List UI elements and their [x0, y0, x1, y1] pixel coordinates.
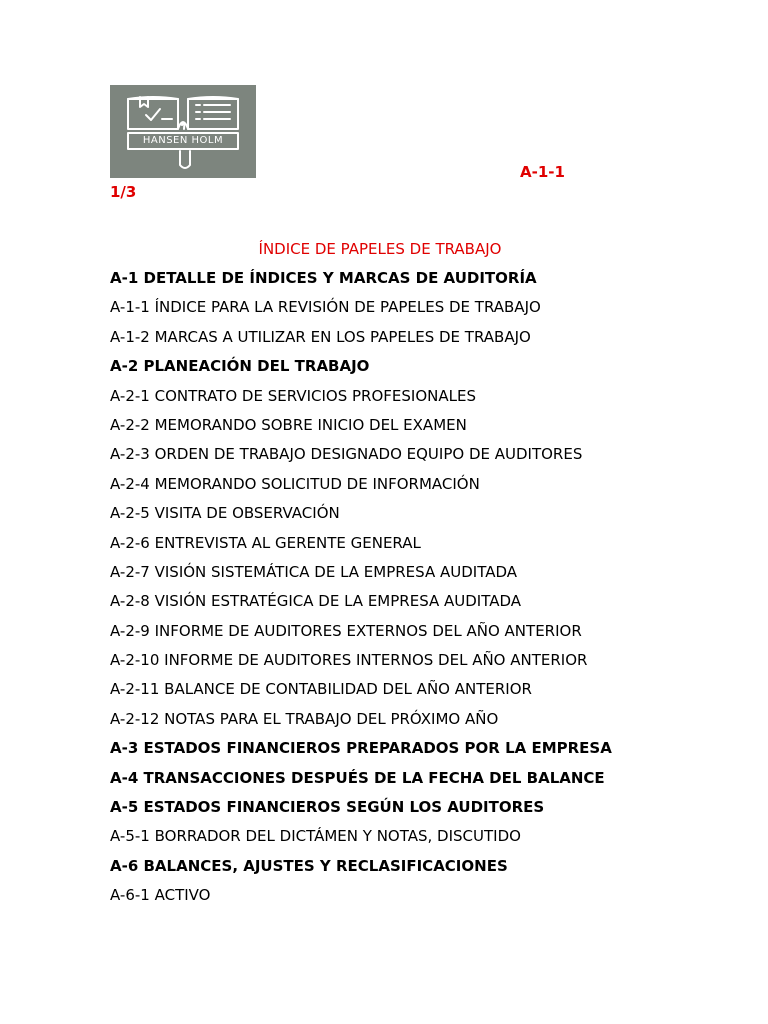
index-entry: A-1-2 MARCAS A UTILIZAR EN LOS PAPELES DE TRABAJO: [110, 327, 531, 346]
index-entry: A-2-7 VISIÓN SISTEMÁTICA DE LA EMPRESA AUDITADA: [110, 562, 518, 581]
index-entry: A-2-5 VISITA DE OBSERVACIÓN: [110, 504, 340, 523]
logo-text: HANSEN HOLM: [142, 135, 224, 146]
index-list: [110, 268, 750, 915]
index-entry: A-2-9 INFORME DE AUDITORES EXTERNOS DEL AÑO ANTERIOR: [110, 621, 582, 640]
index-entry: A-1-1 ÍNDICE PARA LA REVISIÓN DE PAPELES DE TRABAJO: [110, 298, 541, 317]
page-number: 1/3: [110, 183, 137, 201]
index-entry: A-2-3 ORDEN DE TRABAJO DESIGNADO EQUIPO DE AUDITORES: [110, 445, 583, 464]
index-entry: A-6 BALANCES, AJUSTES Y RECLASIFICACIONES: [110, 856, 508, 875]
company-logo: [110, 85, 256, 178]
index-entry: A-2 PLANEACIÓN DEL TRABAJO: [110, 357, 370, 376]
index-entry: A-6-1 ACTIVO: [110, 886, 211, 905]
book-icon: [110, 85, 256, 178]
index-entry: A-2-6 ENTREVISTA AL GERENTE GENERAL: [110, 533, 421, 552]
index-entry: A-4 TRANSACCIONES DESPUÉS DE LA FECHA DEL BALANCE: [110, 768, 605, 787]
document-title: ÍNDICE DE PAPELES DE TRABAJO: [258, 240, 502, 258]
index-entry: A-2-12 NOTAS PARA EL TRABAJO DEL PRÓXIMO AÑO: [110, 709, 499, 728]
index-entry: A-2-8 VISIÓN ESTRATÉGICA DE LA EMPRESA AUDITADA: [110, 592, 522, 611]
index-entry: A-1 DETALLE DE ÍNDICES Y MARCAS DE AUDITORÍA: [110, 269, 537, 287]
index-entry: A-2-2 MEMORANDO SOBRE INICIO DEL EXAMEN: [110, 415, 467, 434]
index-entry: A-3 ESTADOS FINANCIEROS PREPARADOS POR LA EMPRESA: [110, 739, 612, 758]
index-entry: A-5-1 BORRADOR DEL DICTÁMEN Y NOTAS, DISCUTIDO: [110, 827, 521, 846]
index-entry: A-2-10 INFORME DE AUDITORES INTERNOS DEL AÑO ANTERIOR: [110, 651, 588, 670]
document-code: A-1-1: [520, 163, 565, 181]
index-entry: A-5 ESTADOS FINANCIEROS SEGÚN LOS AUDITORES: [110, 798, 545, 817]
index-entry: A-2-1 CONTRATO DE SERVICIOS PROFESIONALES: [110, 386, 476, 405]
index-entry: A-2-4 MEMORANDO SOLICITUD DE INFORMACIÓN: [110, 474, 480, 493]
index-entry: A-2-11 BALANCE DE CONTABILIDAD DEL AÑO ANTERIOR: [110, 680, 532, 699]
